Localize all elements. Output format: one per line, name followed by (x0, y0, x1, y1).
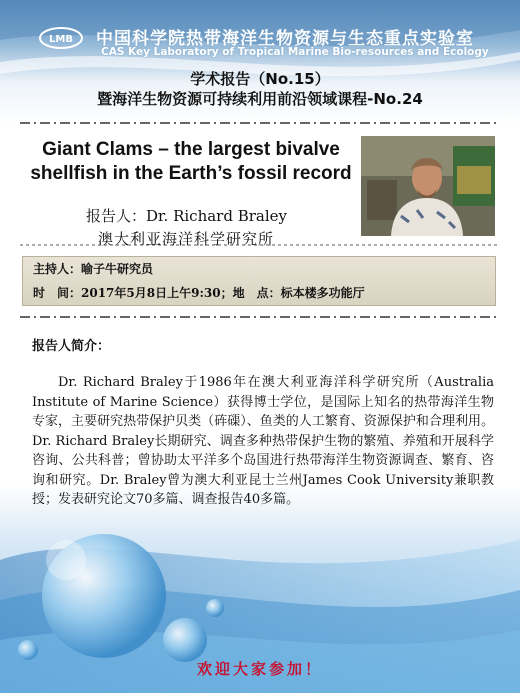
speaker-name: 报告人：Dr. Richard Braley (86, 207, 288, 225)
welcome-message: 欢迎大家参加！ (196, 660, 323, 678)
middle-divider (20, 242, 500, 248)
svg-text:LMB: LMB (49, 34, 73, 45)
org-name-en: CAS Key Laboratory of Tropical Marine Bio-resources and Ecology (101, 46, 489, 58)
report-number: 学术报告（No.15） (190, 70, 330, 88)
time-location-line: 时 间：2017年5月8日上午9:30；地 点：标本楼多功能厅 (33, 286, 365, 300)
bottom-divider (20, 314, 500, 320)
speaker-photo (361, 136, 495, 236)
lab-header (0, 0, 520, 72)
host-line: 主持人：喻子牛研究员 (33, 262, 154, 276)
talk-title-line-2: shellfish in the Earth’s fossil record (30, 163, 352, 184)
org-name-cn: 中国科学院热带海洋生物资源与生态重点实验室 (96, 29, 474, 49)
top-divider (20, 120, 500, 126)
course-title: 暨海洋生物资源可持续利用前沿领域课程-No.24 (97, 90, 423, 108)
bio-text: Dr. Richard Braley于1986年在澳大利亚海洋科学研究所（Australia Institute of Marine Science）获得博士学位，是国际上知名的热带海洋生物专家，主要研究热带保护贝类（砗磲）、鱼类的人工繁育、资源保护和合理利用。Dr. Richard Braley长期研究、调查多种热带保护生物的繁殖、养殖和开展科学咨询、公共科普；曾协助太平洋多个岛国进行热带海洋生物资源调查、繁育、咨询和研究。Dr. Braley曾为澳大利亚昆士兰州James Cook University兼职教授；发表研究论文70多篇、调查报告40多篇。 (32, 375, 494, 507)
talk-title (26, 138, 356, 186)
lab-logo-icon (38, 26, 84, 50)
bio-heading: 报告人简介： (32, 339, 111, 354)
speaker-institution: 澳大利亚海洋科学研究所 (98, 230, 275, 248)
talk-title-line-1: Giant Clams – the largest bivalve (42, 139, 340, 160)
event-info-box (22, 256, 496, 306)
